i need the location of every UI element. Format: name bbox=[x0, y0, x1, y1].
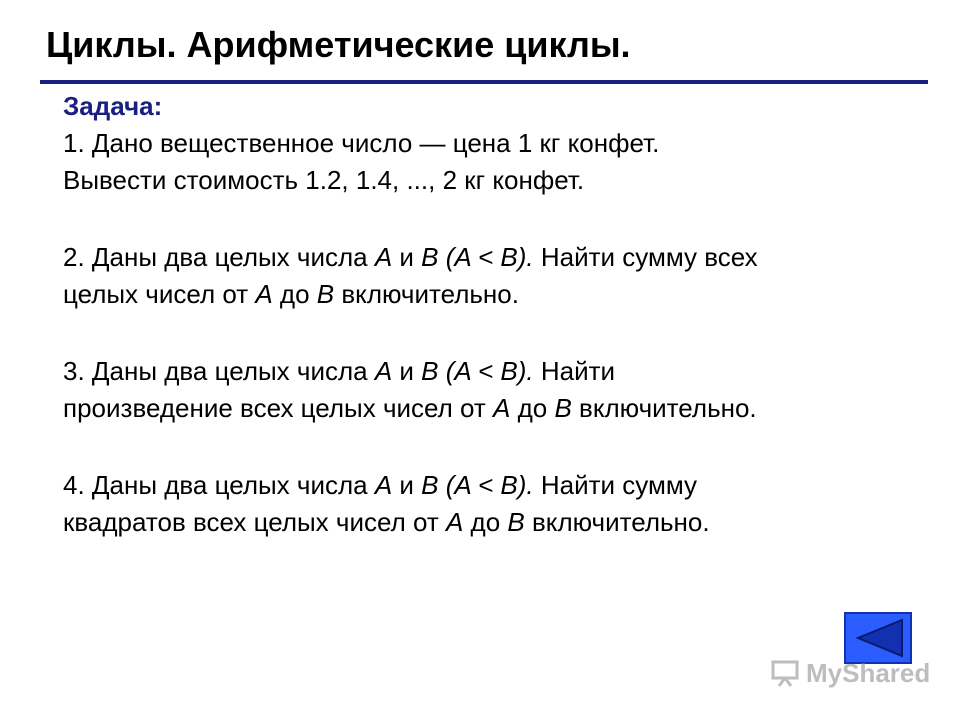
task-3-line-1: 3. Даны два целых числа A и B (A < B). Найти bbox=[63, 356, 616, 386]
task-1-line-1: 1. Дано вещественное число — цена 1 кг конфет. bbox=[63, 128, 660, 158]
task-heading: Задача: bbox=[63, 91, 163, 121]
task-1-line-2: Вывести стоимость 1.2, 1.4, ..., 2 кг конфет. bbox=[63, 165, 585, 195]
triangle-left-icon bbox=[846, 614, 910, 662]
task-item-1 bbox=[63, 125, 933, 199]
slide-body bbox=[63, 88, 933, 541]
watermark bbox=[770, 656, 930, 690]
task-2-line-1: 2. Даны два целых числа A и B (A < B). Найти сумму всех bbox=[63, 242, 758, 272]
presentation-icon bbox=[770, 659, 800, 687]
task-item-4 bbox=[63, 467, 933, 541]
task-3-line-2: произведение всех целых чисел от A до B включительно. bbox=[63, 393, 757, 423]
watermark-text: MyShared bbox=[806, 657, 931, 688]
slide-title: Циклы. Арифметические циклы. bbox=[46, 24, 631, 65]
task-item-3 bbox=[63, 353, 933, 427]
task-2-line-2: целых чисел от A до B включительно. bbox=[63, 279, 519, 309]
task-4-line-2: квадратов всех целых чисел от A до B включительно. bbox=[63, 507, 710, 537]
task-item-2 bbox=[63, 239, 933, 313]
task-4-line-1: 4. Даны два целых числа A и B (A < B). Найти сумму bbox=[63, 470, 698, 500]
title-divider bbox=[40, 80, 928, 84]
